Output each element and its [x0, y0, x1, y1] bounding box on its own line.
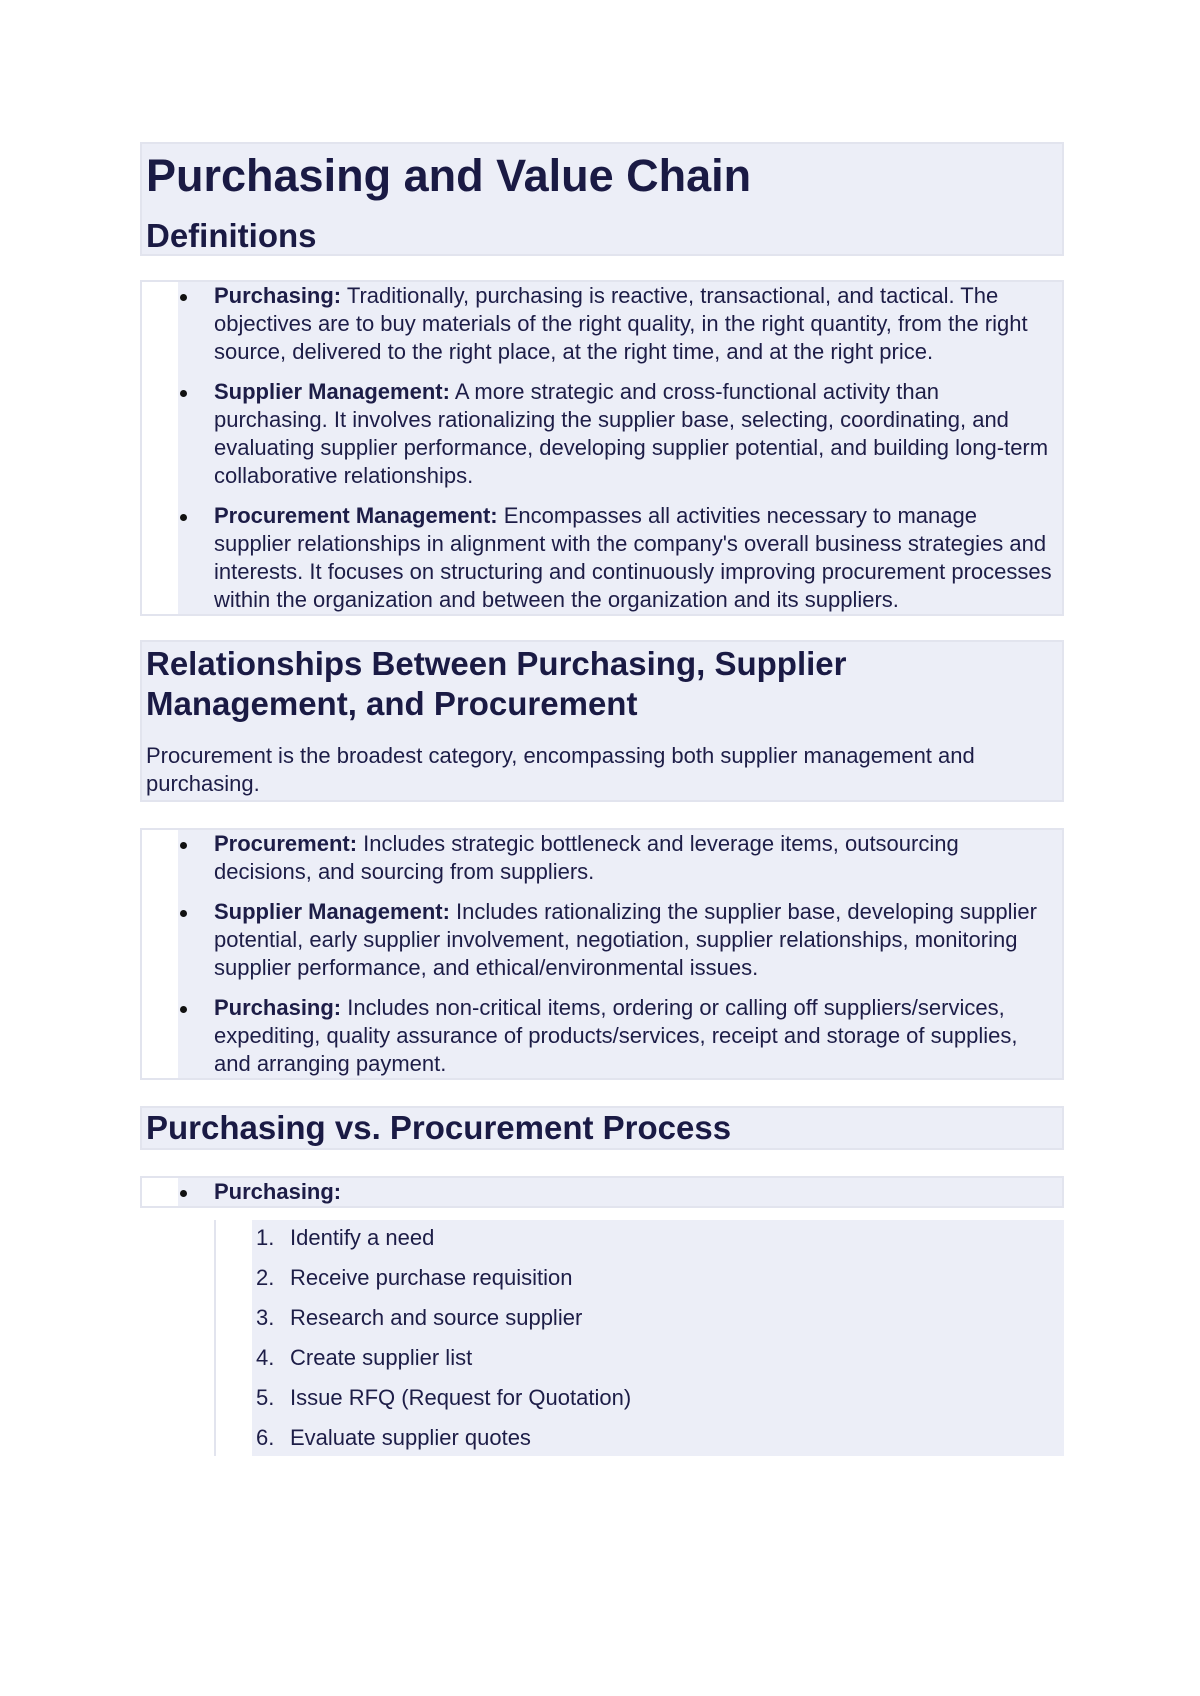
list-item	[252, 1224, 1064, 1252]
step-text: Issue RFQ (Request for Quotation)	[290, 1385, 632, 1410]
bullet-icon	[180, 1190, 187, 1197]
relationships-intro: Procurement is the broadest category, encompassing both supplier management and purchasing.	[146, 743, 975, 796]
process-list	[214, 1178, 1058, 1206]
definitions-heading: Definitions	[146, 217, 317, 254]
term-description: A more strategic and cross-functional activity than purchasing. It involves rationalizing the supplier base, selecting, coordinating, and evaluating supplier performance, developing supplier potential, and building long-term collaborative relationships.	[214, 379, 1049, 488]
term-description: Includes non-critical items, ordering or calling off suppliers/services, expediting, quality assurance of products/services, receipt and storage of supplies, and arranging payment.	[214, 995, 1018, 1076]
term-label: Purchasing:	[214, 1179, 342, 1204]
term-label: Purchasing:	[214, 283, 342, 308]
relationships-heading: Relationships Between Purchasing, Supplier Management, and Procurement	[146, 645, 847, 722]
list-item	[252, 1264, 1064, 1292]
purchasing-steps-list	[252, 1224, 1064, 1452]
term-description: Encompasses all activities necessary to manage supplier relationships in alignment with the company's overall business strategies and interests. It focuses on structuring and continuously improving procurement processes within the organization and between the organization and its suppliers.	[214, 503, 1052, 612]
relationships-list	[214, 830, 1058, 1078]
relationships-list-block	[140, 828, 1064, 1080]
list-item	[252, 1344, 1064, 1372]
page-title: Purchasing and Value Chain	[146, 150, 752, 201]
bullet-icon	[180, 842, 187, 849]
list-item	[214, 1178, 1058, 1206]
bullet-icon	[180, 294, 187, 301]
purchasing-steps-block	[214, 1220, 1064, 1456]
step-text: Create supplier list	[290, 1345, 473, 1370]
list-item	[214, 994, 1058, 1078]
list-item	[214, 282, 1058, 366]
step-number: 1.	[256, 1225, 275, 1250]
step-text: Evaluate supplier quotes	[290, 1425, 531, 1450]
bullet-icon	[180, 390, 187, 397]
step-number: 2.	[256, 1265, 275, 1290]
term-description: Includes strategic bottleneck and leverage items, outsourcing decisions, and sourcing from suppliers.	[214, 831, 959, 884]
list-item	[214, 378, 1058, 490]
definitions-list	[214, 282, 1058, 614]
step-number: 4.	[256, 1345, 275, 1370]
list-item	[252, 1424, 1064, 1452]
term-label: Supplier Management:	[214, 379, 450, 404]
relationships-block	[140, 640, 1064, 802]
term-description: Includes rationalizing the supplier base, developing supplier potential, early supplier involvement, negotiation, supplier relationships, monitoring supplier performance, and ethical/environmental issues.	[214, 899, 1037, 980]
bullet-icon	[180, 910, 187, 917]
bullet-icon	[180, 514, 187, 521]
list-item	[214, 898, 1058, 982]
list-item	[252, 1384, 1064, 1412]
step-number: 3.	[256, 1305, 275, 1330]
term-label: Supplier Management:	[214, 899, 450, 924]
step-number: 6.	[256, 1425, 275, 1450]
bullet-icon	[180, 1006, 187, 1013]
list-item	[214, 830, 1058, 886]
step-text: Research and source supplier	[290, 1305, 583, 1330]
document-page	[140, 142, 1064, 1456]
step-text: Identify a need	[290, 1225, 435, 1250]
title-block	[140, 142, 1064, 256]
process-purchasing-block	[140, 1176, 1064, 1208]
list-item	[252, 1304, 1064, 1332]
step-text: Receive purchase requisition	[290, 1265, 573, 1290]
step-number: 5.	[256, 1385, 275, 1410]
term-label: Procurement:	[214, 831, 358, 856]
process-heading-block	[140, 1106, 1064, 1150]
term-label: Purchasing:	[214, 995, 342, 1020]
term-label: Procurement Management:	[214, 503, 498, 528]
definitions-list-block	[140, 280, 1064, 616]
term-description: Traditionally, purchasing is reactive, transactional, and tactical. The objectives are to buy materials of the right quality, in the right quantity, from the right source, delivered to the right place, at the right time, and at the right price.	[214, 283, 1028, 364]
process-heading: Purchasing vs. Procurement Process	[146, 1109, 732, 1146]
list-item	[214, 502, 1058, 614]
